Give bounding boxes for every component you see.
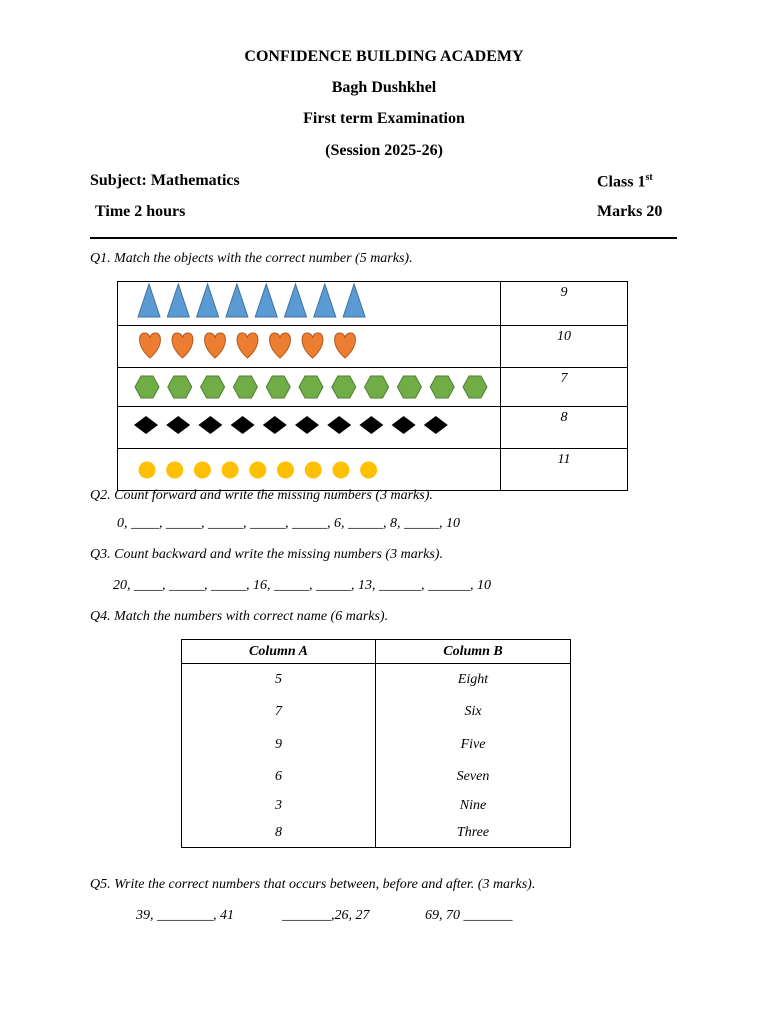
circle-shapes	[118, 449, 500, 485]
hexagon-icon	[463, 376, 487, 398]
column-a-cell: 9	[182, 728, 376, 762]
column-b-cell: Seven	[376, 762, 571, 792]
diamond-icon	[198, 416, 222, 434]
q3-question: Q3. Count backward and write the missing numbers (3 marks).	[90, 547, 443, 562]
column-a-header: Column A	[182, 640, 376, 664]
q1-shapes-cell	[118, 368, 501, 407]
column-b-cell: Eight	[376, 664, 571, 696]
triangle-icon	[255, 284, 277, 317]
q1-shapes-cell	[118, 449, 501, 491]
subject-label: Subject: Mathematics	[90, 172, 240, 189]
table-row	[182, 792, 571, 820]
hexagon-icon	[397, 376, 421, 398]
q1-row	[118, 449, 628, 491]
circle-icon	[249, 462, 266, 479]
marks-label: Marks 20	[597, 203, 663, 220]
column-b-cell: Five	[376, 728, 571, 762]
hexagon-icon	[299, 376, 323, 398]
diamond-icon	[231, 416, 255, 434]
hexagon-shapes	[118, 368, 500, 401]
column-b-cell: Six	[376, 696, 571, 728]
table-row	[182, 728, 571, 762]
hexagon-icon	[201, 376, 225, 398]
q5-item-after: 69, 70 _______	[425, 908, 513, 923]
q3-sequence: 20, ____, _____, _____, 16, _____, _____, 13, ______, ______, 10	[113, 578, 491, 593]
hexagon-icon	[332, 376, 356, 398]
heart-shapes	[118, 326, 500, 362]
class-label	[597, 172, 653, 191]
exam-session: (Session 2025-26)	[325, 142, 443, 159]
circle-icon	[194, 462, 211, 479]
circle-icon	[222, 462, 239, 479]
diamond-icon	[134, 416, 158, 434]
table-row	[182, 820, 571, 848]
q1-shapes-cell	[118, 407, 501, 449]
triangle-shapes	[118, 282, 500, 320]
q1-row	[118, 368, 628, 407]
table-row	[182, 762, 571, 792]
circle-icon	[166, 462, 183, 479]
column-b-cell: Nine	[376, 792, 571, 820]
q5-item-before: _______,26, 27	[282, 908, 370, 923]
q1-number-cell: 10	[501, 326, 628, 368]
heart-icon	[335, 333, 356, 358]
q1-row	[118, 282, 628, 326]
q1-match-table	[117, 281, 628, 491]
triangle-icon	[226, 284, 248, 317]
q2-question: Q2. Count forward and write the missing numbers (3 marks).	[90, 488, 433, 503]
class-text: Class 1	[597, 173, 646, 191]
q1-number-cell: 8	[501, 407, 628, 449]
diamond-icon	[327, 416, 351, 434]
triangle-icon	[343, 284, 365, 317]
hexagon-icon	[266, 376, 290, 398]
circle-icon	[332, 462, 349, 479]
diamond-shapes	[118, 407, 500, 443]
triangle-icon	[167, 284, 189, 317]
heart-icon	[205, 333, 226, 358]
diamond-icon	[166, 416, 190, 434]
q1-shapes-cell	[118, 326, 501, 368]
q4-question: Q4. Match the numbers with correct name (6 marks).	[90, 609, 389, 624]
q1-row	[118, 407, 628, 449]
diamond-icon	[424, 416, 448, 434]
q4-header-row	[182, 640, 571, 664]
hexagon-icon	[365, 376, 389, 398]
triangle-icon	[138, 284, 160, 317]
school-name: CONFIDENCE BUILDING ACADEMY	[244, 48, 524, 65]
q1-row	[118, 326, 628, 368]
triangle-icon	[314, 284, 336, 317]
heart-icon	[172, 333, 193, 358]
q5-question: Q5. Write the correct numbers that occurs between, before and after. (3 marks).	[90, 877, 536, 892]
school-location: Bagh Dushkhel	[331, 79, 437, 96]
circle-icon	[360, 462, 377, 479]
hexagon-icon	[233, 376, 257, 398]
time-label: Time 2 hours	[95, 203, 186, 220]
q1-question: Q1. Match the objects with the correct number (5 marks).	[90, 251, 413, 266]
q2-sequence: 0, ____, _____, _____, _____, _____, 6, _____, 8, _____, 10	[117, 516, 460, 531]
column-a-cell: 3	[182, 792, 376, 820]
column-b-cell: Three	[376, 820, 571, 848]
q1-number-cell: 7	[501, 368, 628, 407]
column-a-cell: 6	[182, 762, 376, 792]
column-a-cell: 7	[182, 696, 376, 728]
heart-icon	[302, 333, 323, 358]
triangle-icon	[285, 284, 307, 317]
q1-number-cell: 11	[501, 449, 628, 491]
diamond-icon	[263, 416, 287, 434]
header-divider	[90, 237, 677, 239]
hexagon-icon	[168, 376, 192, 398]
q4-match-table	[181, 639, 571, 848]
circle-icon	[139, 462, 156, 479]
q5-item-between: 39, ________, 41	[136, 908, 234, 923]
exam-title: First term Examination	[303, 110, 465, 127]
table-row	[182, 664, 571, 696]
hexagon-icon	[430, 376, 454, 398]
table-row	[182, 696, 571, 728]
hexagon-icon	[135, 376, 159, 398]
class-superscript: st	[645, 172, 653, 183]
column-a-cell: 8	[182, 820, 376, 848]
q1-shapes-cell	[118, 282, 501, 326]
circle-icon	[277, 462, 294, 479]
heart-icon	[140, 333, 161, 358]
triangle-icon	[197, 284, 219, 317]
diamond-icon	[359, 416, 383, 434]
column-b-header: Column B	[376, 640, 571, 664]
diamond-icon	[295, 416, 319, 434]
circle-icon	[305, 462, 322, 479]
heart-icon	[237, 333, 258, 358]
heart-icon	[270, 333, 291, 358]
column-a-cell: 5	[182, 664, 376, 696]
q1-number-cell: 9	[501, 282, 628, 326]
diamond-icon	[392, 416, 416, 434]
